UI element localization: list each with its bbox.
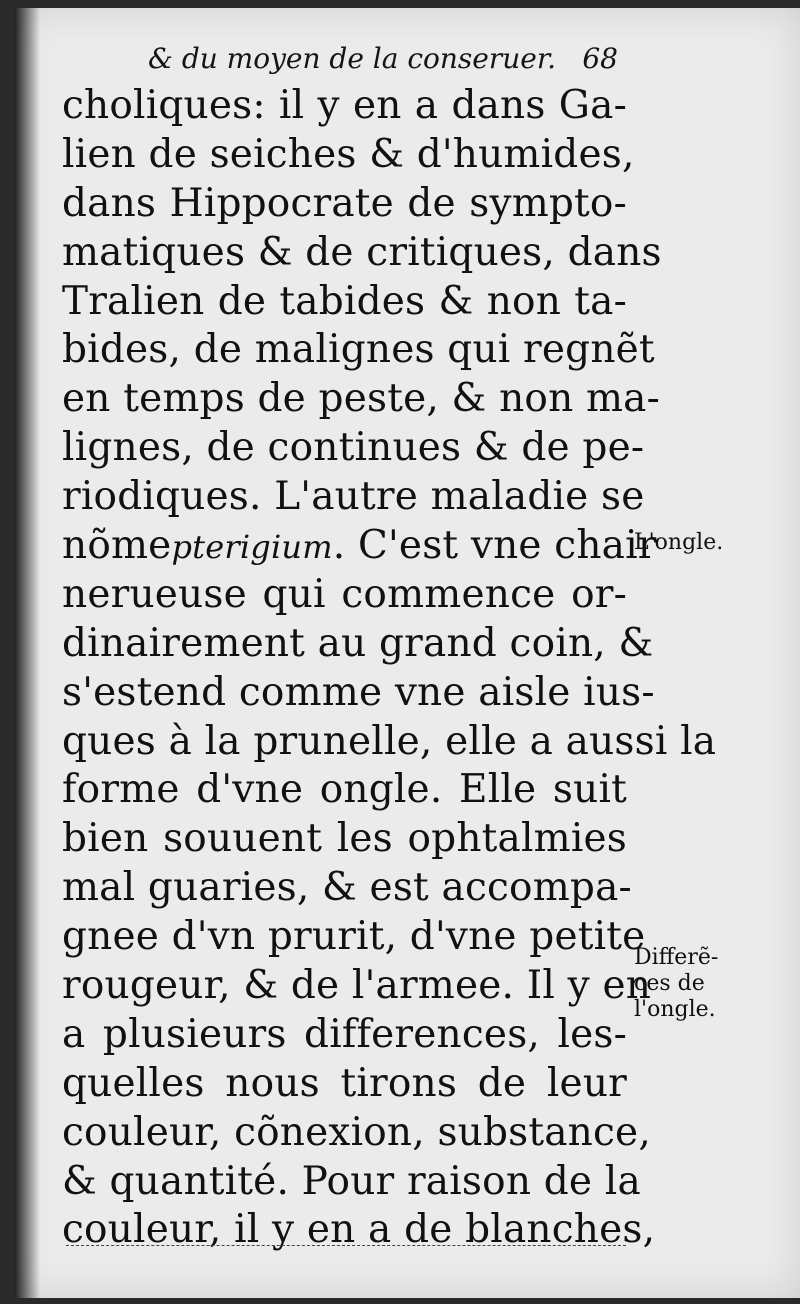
margin-note-differences xyxy=(634,945,718,1023)
italic-term: pterigium xyxy=(171,528,333,567)
text-line: lignes, de continues & de pe- xyxy=(62,425,645,471)
running-header xyxy=(148,42,618,82)
gutter-shadow xyxy=(14,8,40,1298)
text-line: riodiques. L'autre maladie se xyxy=(62,474,645,520)
text-line: & quantité. Pour raison de la xyxy=(62,1158,641,1204)
text-line: bides, de malignes qui regnẽt xyxy=(62,327,655,373)
page-number: 68 xyxy=(582,42,618,75)
running-title: & du moyen de la conseruer. xyxy=(148,42,557,75)
text-line: lien de seiches & d'humides, xyxy=(62,131,635,177)
text-line: matiques & de critiques, dans xyxy=(62,229,662,275)
text-line: quelles nous tirons de leur xyxy=(62,1060,627,1106)
text-line: en temps de peste, & non ma- xyxy=(62,376,660,422)
text-line-pterigium xyxy=(62,522,657,571)
text-line: mal guaries, & est accompa- xyxy=(62,865,632,911)
margin-note-ongle: L'ongle. xyxy=(634,530,724,555)
line-start: nõme xyxy=(62,523,172,569)
text-line: couleur, il y en a de blanches, xyxy=(62,1207,656,1253)
text-line: bien souuent les ophtalmies xyxy=(62,816,627,862)
text-line: s'estend comme vne aisle ius- xyxy=(62,669,655,715)
text-line: couleur, cõnexion, substance, xyxy=(62,1109,651,1155)
text-line: dans Hippocrate de sympto- xyxy=(62,180,627,226)
text-line: dinairement au grand coin, & xyxy=(62,620,654,666)
text-line: ques à la prunelle, elle a aussi la xyxy=(62,718,717,764)
bottom-rule xyxy=(66,1245,626,1246)
text-line: rougeur, & de l'armee. Il y en xyxy=(62,963,652,1009)
text-line: a plusieurs differences, les- xyxy=(62,1011,627,1057)
text-line: choliques: il y en a dans Ga- xyxy=(62,83,627,128)
line-rest: . C'est vne chair xyxy=(332,523,657,569)
margin-note-line: Differẽ- xyxy=(634,945,719,970)
text-line: nerueuse qui commence or- xyxy=(62,571,627,617)
text-line: forme d'vne ongle. Elle suit xyxy=(62,767,627,813)
text-line: gnee d'vn prurit, d'vne petite xyxy=(62,914,646,960)
margin-note-line: l'ongle. xyxy=(634,997,716,1022)
text-line: Tralien de tabides & non ta- xyxy=(62,278,627,324)
margin-note-line: ces de xyxy=(634,971,705,996)
